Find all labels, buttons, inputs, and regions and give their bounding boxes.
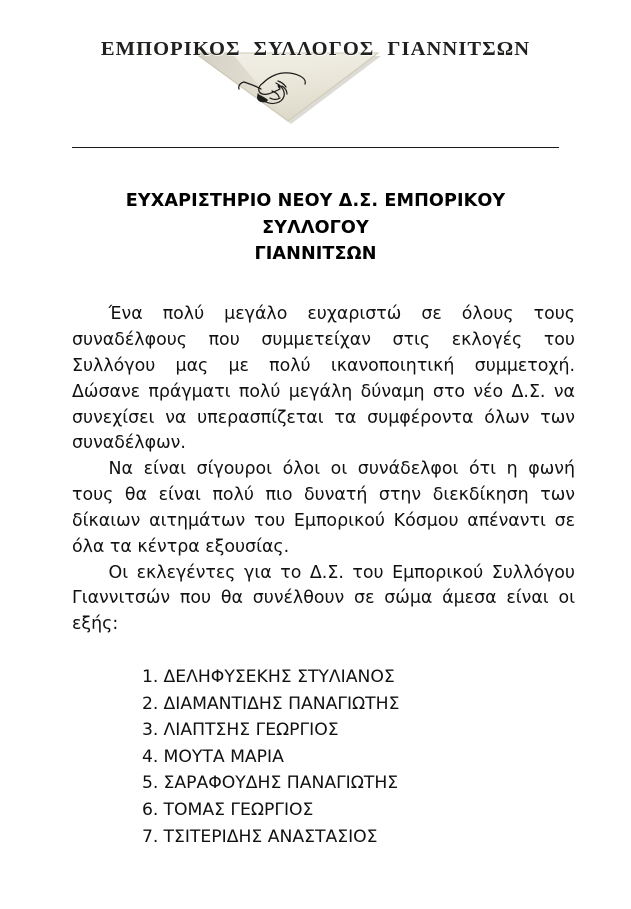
list-item bbox=[142, 691, 575, 718]
page-title bbox=[0, 150, 631, 268]
page-title-line-1: ΕΥΧΑΡΙΣΤΗΡΙΟ ΝΕΟΥ Δ.Σ. ΕΜΠΟΡΙΚΟΥ ΣΥΛΛΟΓΟΥ bbox=[125, 191, 506, 238]
paragraph-3: Οι εκλεγέντες για το Δ.Σ. του Εμπορικού Συλλόγου Γιαννιτσών που θα συνέλθουν σε σώμα άμεσα είναι οι εξής: bbox=[72, 562, 575, 635]
list-item bbox=[142, 824, 575, 851]
list-item-index: 3. bbox=[142, 720, 159, 741]
list-item-name: ΣΑΡΑΦΟΥΔΗΣ ΠΑΝΑΓΙΩΤΗΣ bbox=[163, 773, 399, 794]
list-item-index: 4. bbox=[142, 746, 159, 767]
handshake-triangle-emblem-icon bbox=[192, 52, 384, 124]
elected-members-list bbox=[72, 664, 575, 850]
list-item-name: ΤΣΙΤΕΡΙΔΗΣ ΑΝΑΣΤΑΣΙΟΣ bbox=[163, 826, 378, 847]
page-title-line-2: ΓΙΑΝΝΙΤΣΩΝ bbox=[254, 244, 377, 265]
list-item bbox=[142, 664, 575, 691]
list-item bbox=[142, 797, 575, 824]
paragraph-2: Να είναι σίγουροι όλοι οι συνάδελφοι ότι η φωνή τους θα είναι πολύ πιο δυνατή στην διεκδίκηση των δίκαιων αιτημάτων του Εμπορικού Κόσμου απέναντι σε όλα τα κέντρα εξουσίας. bbox=[72, 459, 575, 557]
logo-word-1: ΕΜΠΟΡΙΚΟΣ bbox=[100, 38, 241, 60]
list-item-index: 2. bbox=[142, 693, 159, 714]
logo-word-3: ΓΙΑΝΝΙΤΣΩΝ bbox=[387, 38, 531, 60]
list-item-index: 7. bbox=[142, 826, 159, 847]
header-divider bbox=[72, 147, 559, 148]
organization-logo bbox=[0, 38, 631, 130]
list-item-name: ΔΙΑΜΑΝΤΙΔΗΣ ΠΑΝΑΓΙΩΤΗΣ bbox=[163, 693, 400, 714]
logo-word-2: ΣΥΛΛΟΓΟΣ bbox=[253, 38, 375, 60]
list-item bbox=[142, 770, 575, 797]
list-item-name: ΔΕΛΗΦΥΣΕΚΗΣ ΣΤΥΛΙΑΝΟΣ bbox=[163, 667, 395, 688]
list-item-name: ΤΟΜΑΣ ΓΕΩΡΓΙΟΣ bbox=[163, 800, 314, 821]
document-body bbox=[0, 302, 631, 850]
organization-name bbox=[0, 38, 631, 61]
list-item-name: ΜΟΥΤΑ ΜΑΡΙΑ bbox=[163, 746, 284, 767]
list-item-index: 1. bbox=[142, 667, 159, 688]
list-item-name: ΛΙΑΠΤΣΗΣ ΓΕΩΡΓΙΟΣ bbox=[163, 720, 339, 741]
letterhead bbox=[0, 0, 631, 150]
list-item bbox=[142, 717, 575, 744]
list-item bbox=[142, 744, 575, 771]
paragraph-1: Ένα πολύ μεγάλο ευχαριστώ σε όλους τους συναδέλφους που συμμετείχαν στις εκλογές του Συλλόγου μας με πολύ ικανοποιητική συμμετοχή. Δώσανε πράγματι πολύ μεγάλη δύναμη στο νέο Δ.Σ. να συνεχίσει να υπερασπίζεται τα συμφέροντα όλων των συναδέλφων. bbox=[72, 304, 575, 454]
list-item-index: 5. bbox=[142, 773, 159, 794]
list-item-index: 6. bbox=[142, 800, 159, 821]
